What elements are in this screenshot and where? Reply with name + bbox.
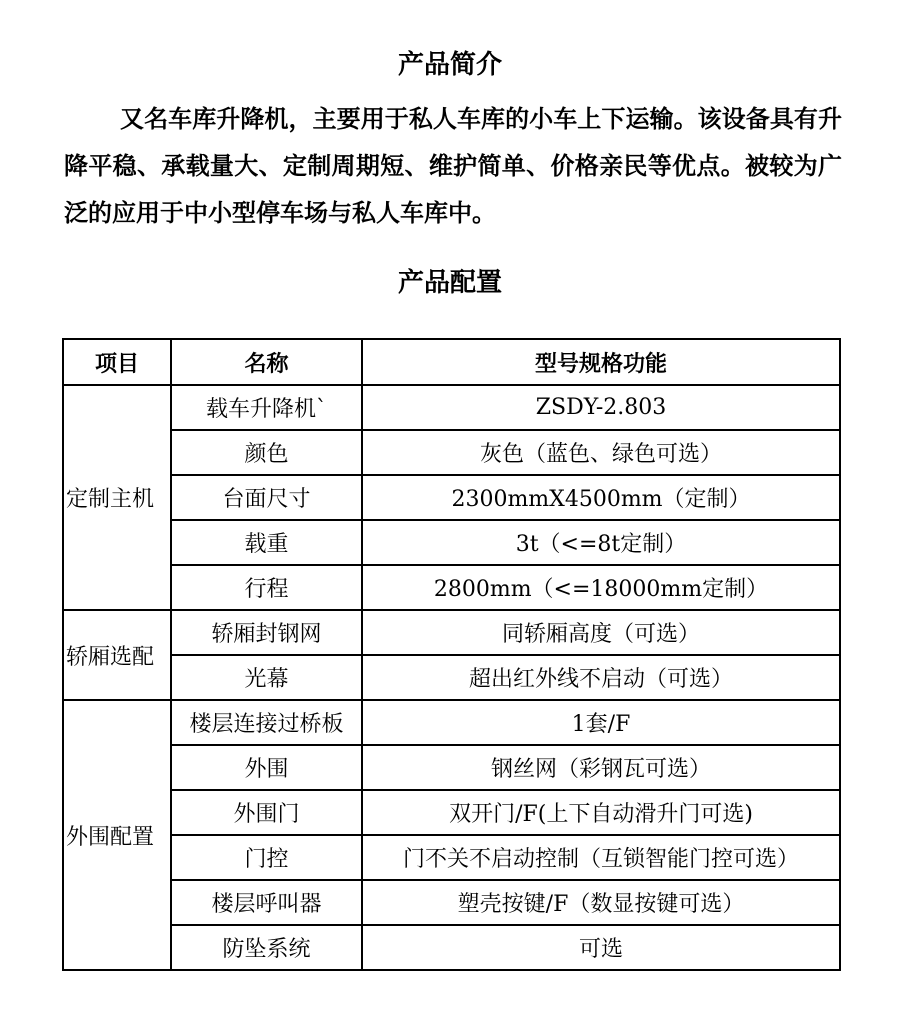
table-row xyxy=(63,880,840,925)
row-spec: 可选 xyxy=(362,925,840,970)
row-name: 行程 xyxy=(171,565,362,610)
table-row xyxy=(63,745,840,790)
table-row xyxy=(63,700,840,745)
table-row xyxy=(63,430,840,475)
row-name: 载重 xyxy=(171,520,362,565)
config-table xyxy=(62,338,841,971)
row-spec: 门不关不启动控制（互锁智能门控可选） xyxy=(362,835,840,880)
row-spec: 2300mmX4500mm（定制） xyxy=(362,475,840,520)
row-name: 楼层呼叫器 xyxy=(171,880,362,925)
header-spec: 型号规格功能 xyxy=(362,339,840,385)
table-header-row xyxy=(63,339,840,385)
row-spec: 1套/F xyxy=(362,700,840,745)
table-row xyxy=(63,655,840,700)
group-label-cabin: 轿厢选配 xyxy=(63,610,171,700)
row-name: 防坠系统 xyxy=(171,925,362,970)
row-name: 光幕 xyxy=(171,655,362,700)
header-item: 项目 xyxy=(63,339,171,385)
row-spec: 3t（<=8t定制） xyxy=(362,520,840,565)
row-spec: 灰色（蓝色、绿色可选） xyxy=(362,430,840,475)
table-row xyxy=(63,925,840,970)
row-name: 外围 xyxy=(171,745,362,790)
row-name: 门控 xyxy=(171,835,362,880)
table-row xyxy=(63,475,840,520)
table-row xyxy=(63,610,840,655)
config-title: 产品配置 xyxy=(397,268,502,298)
row-name: 轿厢封钢网 xyxy=(171,610,362,655)
row-name: 载车升降机` xyxy=(171,385,362,430)
row-name: 台面尺寸 xyxy=(171,475,362,520)
table-row xyxy=(63,520,840,565)
row-spec: 钢丝网（彩钢瓦可选） xyxy=(362,745,840,790)
intro-title: 产品简介 xyxy=(397,50,502,80)
row-spec: 2800mm（<=18000mm定制） xyxy=(362,565,840,610)
intro-paragraph: 又名车库升降机，主要用于私人车库的小车上下运输。该设备具有升降平稳、承载量大、定制周期短、维护简单、价格亲民等优点。被较为广泛的应用于中小型停车场与私人车库中。 xyxy=(64,105,842,227)
group-label-periphery: 外围配置 xyxy=(63,700,171,970)
row-name: 楼层连接过桥板 xyxy=(171,700,362,745)
row-spec: 同轿厢高度（可选） xyxy=(362,610,840,655)
table-row xyxy=(63,385,840,430)
row-name: 外围门 xyxy=(171,790,362,835)
row-name: 颜色 xyxy=(171,430,362,475)
row-spec: ZSDY-2.803 xyxy=(362,385,840,430)
table-row xyxy=(63,835,840,880)
header-name: 名称 xyxy=(171,339,362,385)
group-label-host: 定制主机 xyxy=(63,385,171,610)
row-spec: 双开门/F(上下自动滑升门可选) xyxy=(362,790,840,835)
row-spec: 塑壳按键/F（数显按键可选） xyxy=(362,880,840,925)
row-spec: 超出红外线不启动（可选） xyxy=(362,655,840,700)
table-row xyxy=(63,790,840,835)
table-row xyxy=(63,565,840,610)
